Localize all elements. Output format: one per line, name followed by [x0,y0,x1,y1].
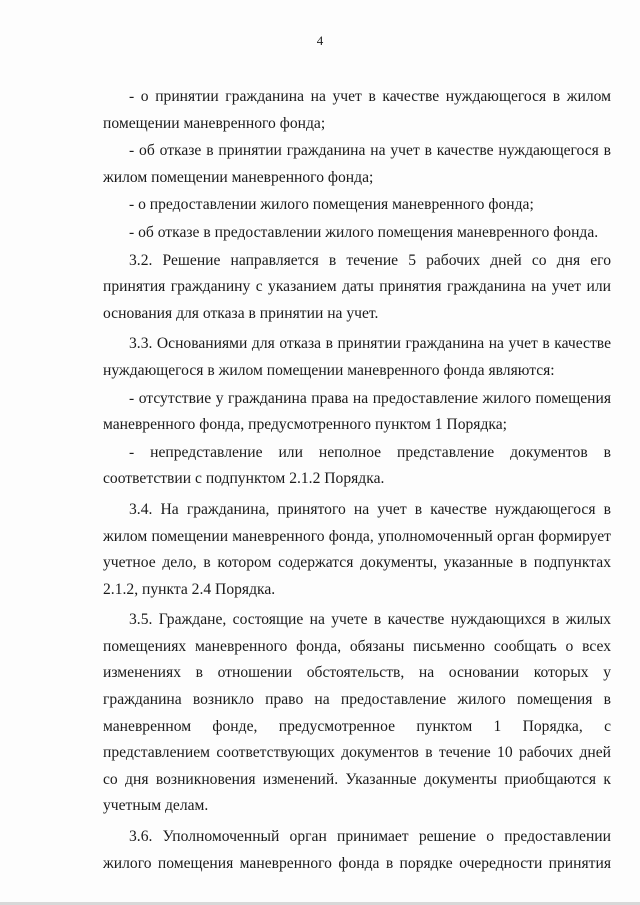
paragraph: 3.5. Граждане, состоящие на учете в качестве нуждающихся в жилых помещениях маневренного фонда, обязаны письменно сообщать о всех изменениях в отношении обстоятельств, на основании которых у гражданина возникло право на предоставление жилого помещения в маневренном фонде, предусмотренное пунктом 1 Порядка, с представлением соответствующих документов в течение 10 рабочих дней со дня возникновения изменений. Указанные документы приобщаются к учетным делам. [103,611,611,815]
paragraph: 3.4. На гражданина, принятого на учет в качестве нуждающегося в жилом помещении маневренного фонда, уполномоченный орган формирует учетное дело, в котором содержатся документы, указанные в подпунктах 2.1.2, пункта 2.4 Порядка. [103,500,611,598]
document-body [103,84,611,877]
paragraph: 3.2. Решение направляется в течение 5 рабочих дней со дня его принятия гражданину с указанием даты принятия гражданина на учет или основания для отказа в принятии на учет. [103,251,611,322]
paragraph: - непредставление или неполное представление документов в соответствии с подпунктом 2.1.2 Порядка. [103,443,611,488]
paragraph: - об отказе в предоставлении жилого помещения маневренного фонда. [129,223,599,241]
paragraph: - отсутствие у гражданина права на предоставление жилого помещения маневренного фонда, предусмотренного пунктом 1 Порядка; [103,389,611,434]
page-number: 4 [316,33,324,48]
paragraph: 3.3. Основаниями для отказа в принятии гражданина на учет в качестве нуждающегося в жилом помещении маневренного фонда являются: [103,335,611,379]
paragraph: - о принятии гражданина на учет в качестве нуждающегося в жилом помещении маневренного фонда; [103,88,611,132]
paragraph: 3.6. Уполномоченный орган принимает решение о предоставлении жилого помещения маневренного фонда в порядке очередности принятия [103,828,611,872]
paragraph: - об отказе в принятии гражданина на учет в качестве нуждающегося в жилом помещении маневренного фонда; [103,142,611,186]
paragraph: - о предоставлении жилого помещения маневренного фонда; [129,196,534,214]
